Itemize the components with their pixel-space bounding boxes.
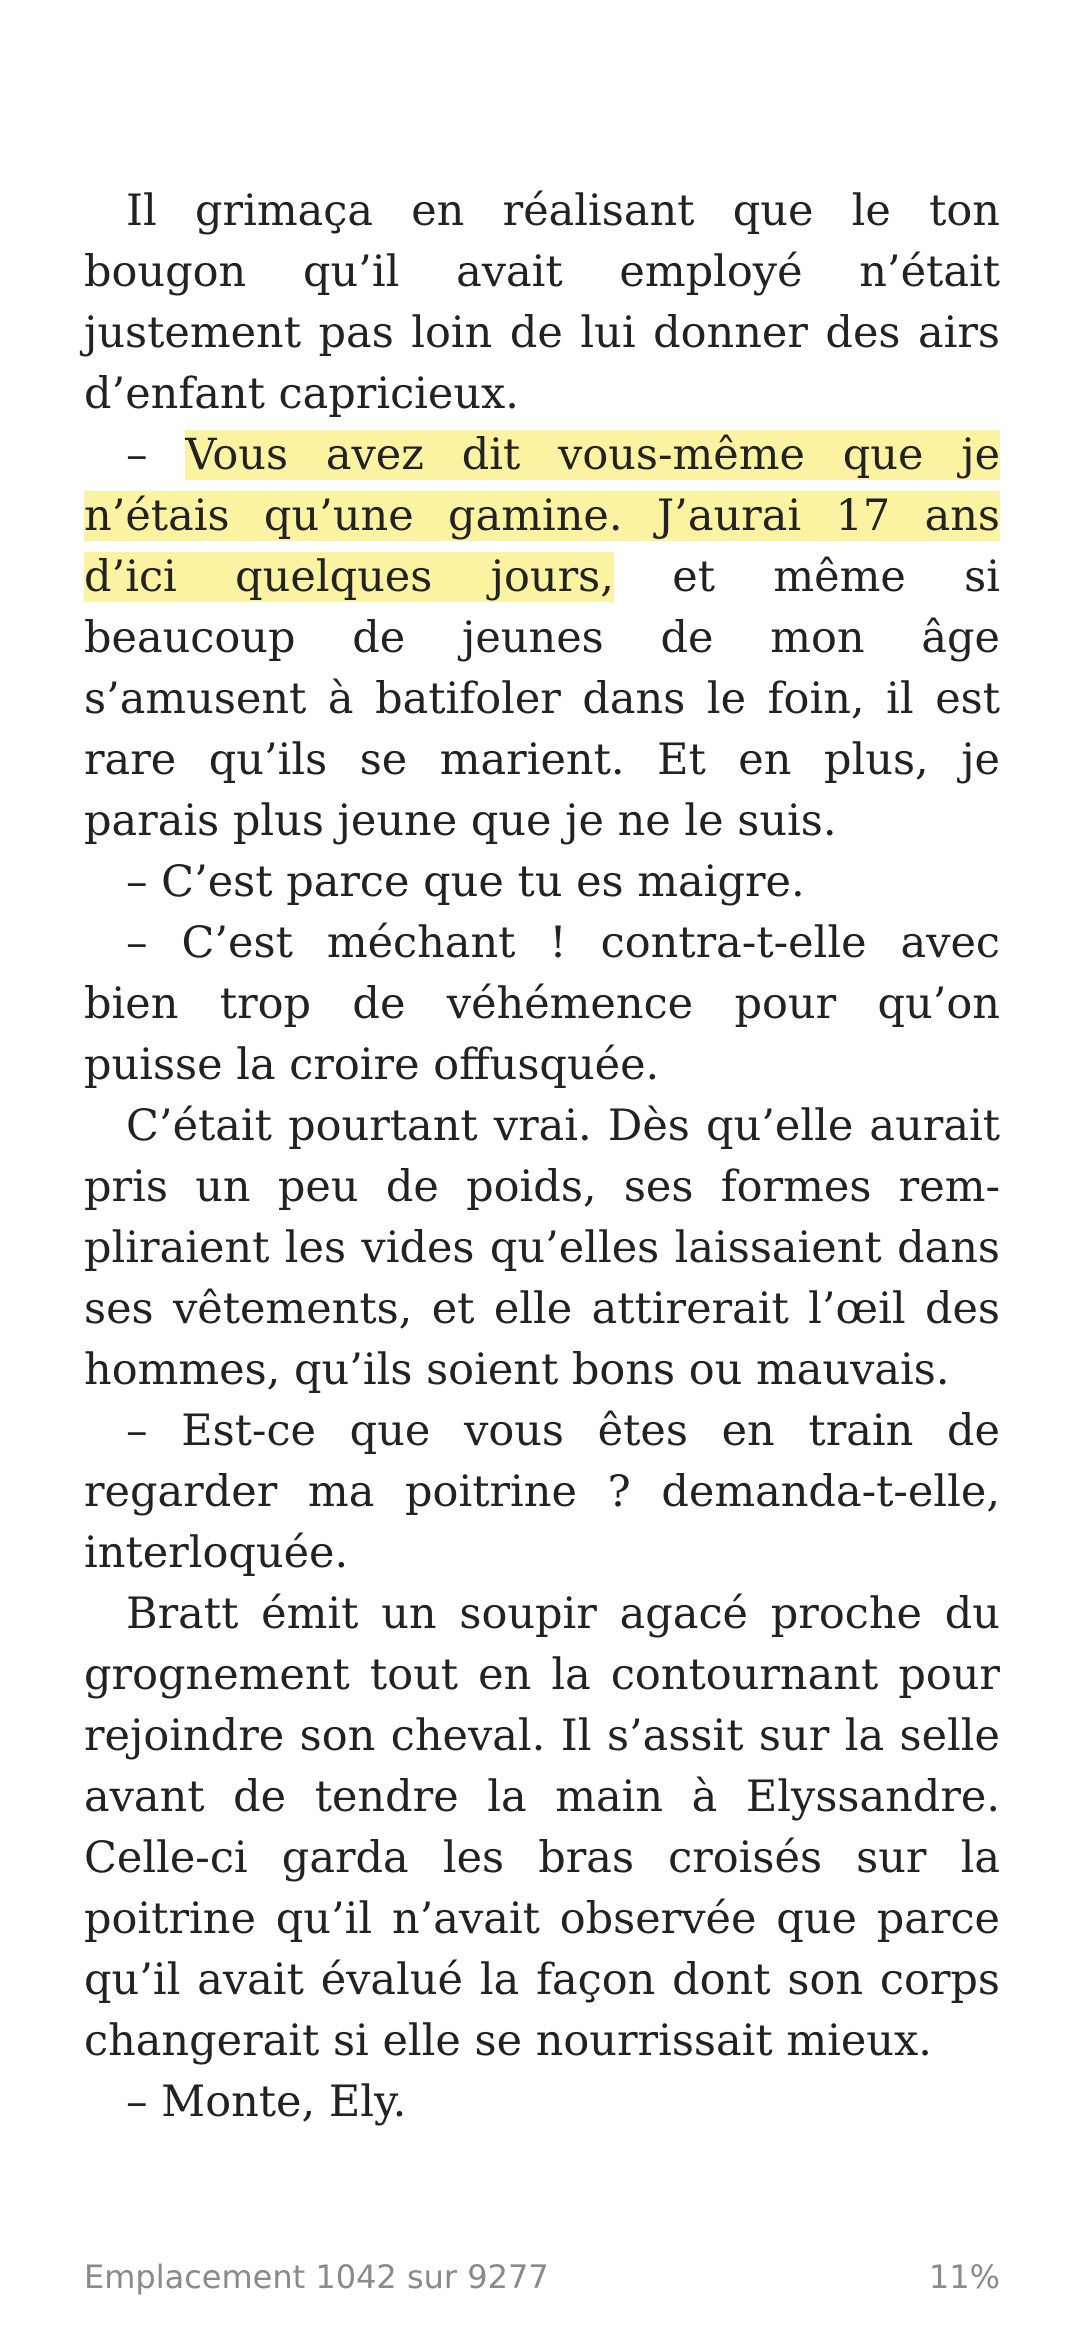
paragraph-1-text: Il grimaça en réalisant que le ton bougon qu’il avait employé n’était justement pas loin de lui donner des airs d’enfant capricieux. [84,186,1000,419]
paragraph-1 [84,181,1000,425]
reading-progress-footer[interactable] [84,2258,1000,2302]
book-text[interactable] [84,181,1000,2133]
paragraph-2 [84,425,1000,852]
location-indicator[interactable]: Emplacement 1042 sur 9277 [84,2258,549,2296]
paragraph-7 [84,1584,1000,2072]
paragraph-7-text: Bratt émit un soupir agacé proche du grognement tout en la contournant pour rejoindre son cheval. Il s’assit sur la selle avant de tendre la main à Elyssandre. Celle-ci garda les bras croisés sur la poitrine qu’il n’avait observée que parce qu’il avait évalué la façon dont son corps changerait si elle se nourrissait mieux. [84,1589,1000,2066]
paragraph-3 [84,852,1000,913]
progress-percent: 11% [928,2258,1000,2296]
paragraph-4 [84,913,1000,1096]
paragraph-8-text: – Monte, Ely. [126,2077,407,2127]
paragraph-8 [84,2072,1000,2133]
paragraph-5-text: C’était pourtant vrai. Dès qu’elle aurait pris un peu de poids, ses formes rempliraient les vides qu’elles laissaient dans ses vêtements, et elle attirerait l’œil des hommes, qu’ils soient bons ou mauvais. [84,1101,1000,1395]
paragraph-6 [84,1401,1000,1584]
paragraph-6-text: – Est-ce que vous êtes en train de regarder ma poitrine ? demanda-t-elle, interloquée. [84,1406,1000,1578]
highlighted-passage[interactable]: Vous avez dit vous-même que je n’étais qu’une gamine. J’aurai 17 ans d’ici quelques jours, [84,430,1001,602]
paragraph-2-text-start: – [126,430,186,480]
paragraph-4-text: – C’est méchant ! contra-t-elle avec bien trop de véhémence pour qu’on puisse la croire offusquée. [84,918,1000,1090]
paragraph-2-text-end: et même si beaucoup de jeunes de mon âge s’amusent à batifoler dans le foin, il est rare qu’ils se marient. Et en plus, je parais plus jeune que je ne le suis. [84,552,1000,846]
paragraph-3-text: – C’est parce que tu es maigre. [126,857,805,907]
paragraph-5 [84,1096,1000,1401]
